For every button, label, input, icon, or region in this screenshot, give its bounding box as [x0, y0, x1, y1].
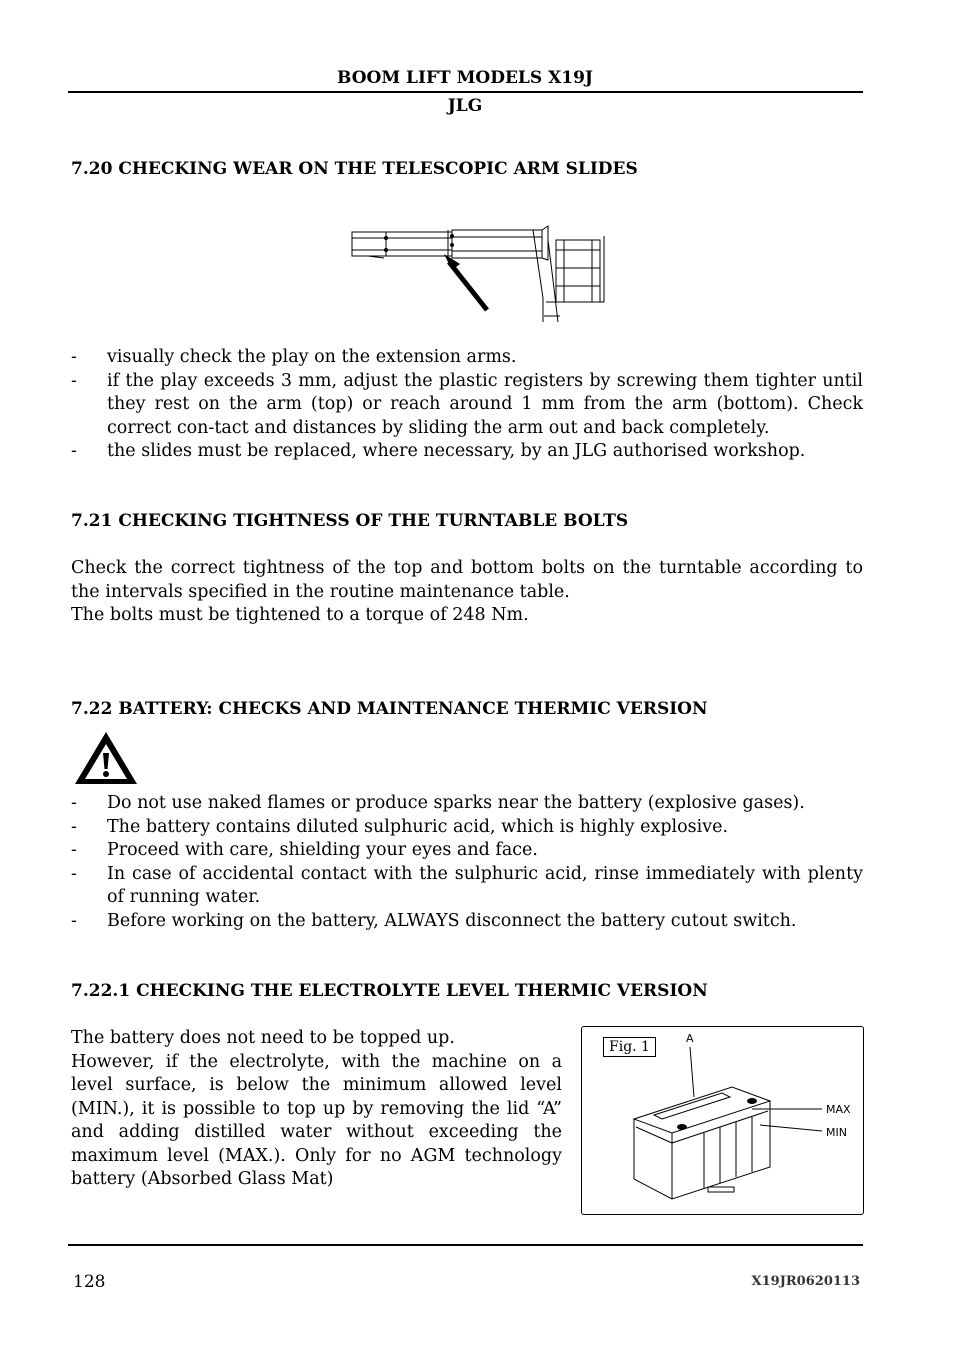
- list-item: - The battery contains diluted sulphuric acid, which is highly explosive.: [71, 816, 863, 840]
- arrow-indicator: [449, 262, 487, 310]
- paragraph: The bolts must be tightened to a torque of 248 Nm.: [71, 605, 529, 625]
- footer-rule: [68, 1244, 863, 1246]
- header-brand: JLG: [447, 96, 483, 116]
- telescopic-arm-figure: [348, 220, 608, 326]
- list-item: - Do not use naked flames or produce sparks near the battery (explosive gases).: [71, 792, 863, 816]
- section-7-20-list: [71, 346, 863, 464]
- list-item: - Before working on the battery, ALWAYS disconnect the battery cutout switch.: [71, 910, 863, 934]
- header-rule: [68, 91, 863, 93]
- battery-drawing: [582, 1027, 863, 1214]
- figure-label: Fig. 1: [603, 1037, 656, 1057]
- warning-triangle-icon: [72, 729, 140, 787]
- paragraph: The battery does not need to be topped up.: [71, 1028, 455, 1048]
- list-item: - Proceed with care, shielding your eyes and face.: [71, 839, 863, 863]
- header-title: BOOM LIFT MODELS X19J: [337, 68, 593, 88]
- section-7-22-heading: 7.22 BATTERY: CHECKS AND MAINTENANCE THERMIC VERSION: [71, 699, 708, 719]
- section-7-22-1-heading: 7.22.1 CHECKING THE ELECTROLYTE LEVEL THERMIC VERSION: [71, 981, 708, 1001]
- list-item: - In case of accidental contact with the sulphuric acid, rinse immediately with plenty of running water.: [71, 863, 863, 910]
- max-level-label: MAX: [826, 1103, 851, 1116]
- battery-figure: [581, 1026, 864, 1215]
- paragraph: Check the correct tightness of the top and bottom bolts on the turntable according to the intervals specified in the routine maintenance table.: [71, 558, 863, 602]
- section-7-22-list: [71, 792, 863, 933]
- document-code: X19JR0620113: [751, 1274, 860, 1289]
- page-number: 128: [73, 1272, 106, 1292]
- min-level-label: MIN: [826, 1126, 847, 1139]
- list-item: - if the play exceeds 3 mm, adjust the plastic registers by screwing them tighter until they rest on the arm (top) or reach around 1 mm from the arm (bottom). Check correct con-tact and distances by sliding the arm out and back completely.: [71, 370, 863, 441]
- paragraph: However, if the electrolyte, with the machine on a level surface, is below the minimum allowed level (MIN.), it is possible to top up by removing the lid “A” and adding distilled water without exceeding the maximum level (MAX.). Only for no AGM technology battery (Absorbed Glass Mat): [71, 1051, 562, 1189]
- section-7-20-heading: 7.20 CHECKING WEAR ON THE TELESCOPIC ARM SLIDES: [71, 159, 638, 179]
- list-item: - the slides must be replaced, where necessary, by an JLG authorised workshop.: [71, 440, 863, 464]
- callout-a-label: A: [686, 1032, 694, 1045]
- list-item: - visually check the play on the extension arms.: [71, 346, 863, 370]
- section-7-21-heading: 7.21 CHECKING TIGHTNESS OF THE TURNTABLE BOLTS: [71, 511, 629, 531]
